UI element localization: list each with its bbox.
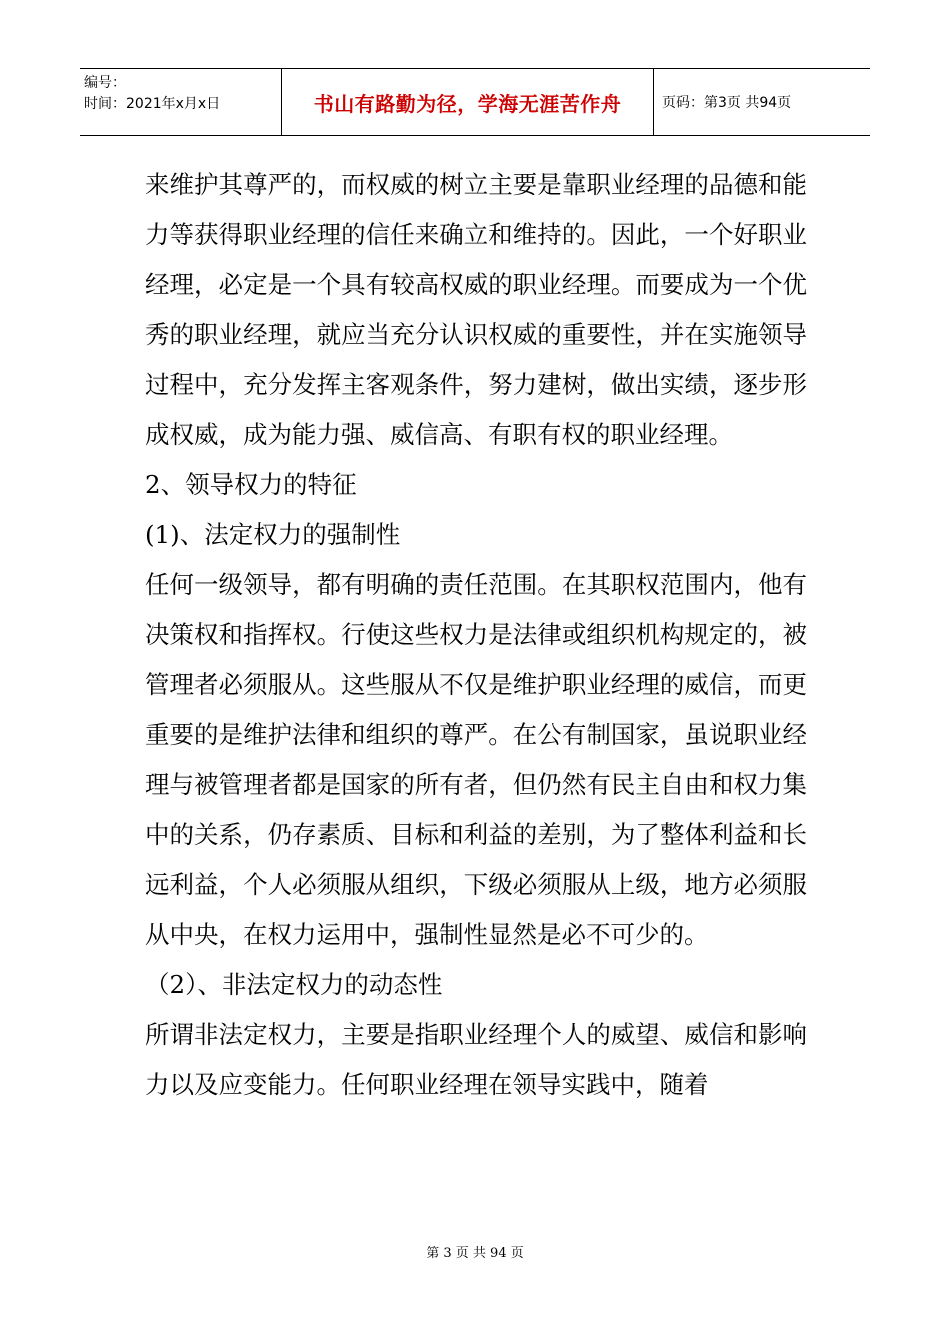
section-heading: 2、领导权力的特征	[145, 470, 357, 499]
subsection-heading: (1)、法定权力的强制性	[145, 520, 401, 549]
document-time-label: 时间：2021年x月x日	[84, 96, 221, 112]
header-motto: 书山有路勤为径，学海无涯苦作舟	[282, 69, 654, 135]
paragraph-nonlegal-power: 所谓非法定权力，主要是指职业经理个人的威望、威信和影响力以及应变能力。任何职业经理在领导实践中，随着	[145, 1020, 807, 1099]
subsection-heading: （2）、非法定权力的动态性	[145, 970, 443, 999]
document-body	[145, 160, 807, 1110]
header-page-info: 页码：第3页 共94页	[662, 95, 792, 111]
page-footer: 第 3 页 共 94 页	[426, 1246, 524, 1261]
paragraph-authority: 来维护其尊严的，而权威的树立主要是靠职业经理的品德和能力等获得职业经理的信任来确立和维持的。因此，一个好职业经理，必定是一个具有较高权威的职业经理。而要成为一个优秀的职业经理，就应当充分认识权威的重要性，并在实施领导过程中，充分发挥主客观条件，努力建树，做出实绩，逐步形成权威，成为能力强、威信高、有职有权的职业经理。	[145, 170, 807, 449]
page-header	[80, 68, 870, 136]
document-number-label: 编号：	[84, 75, 126, 91]
paragraph-legal-power: 任何一级领导，都有明确的责任范围。在其职权范围内，他有决策权和指挥权。行使这些权力是法律或组织机构规定的，被管理者必须服从。这些服从不仅是维护职业经理的威信，而更重要的是维护法律和组织的尊严。在公有制国家，虽说职业经理与被管理者都是国家的所有者，但仍然有民主自由和权力集中的关系，仍存素质、目标和利益的差别，为了整体利益和长远利益，个人必须服从组织，下级必须服从上级，地方必须服从中央，在权力运用中，强制性显然是必不可少的。	[145, 570, 807, 949]
header-meta-cell	[80, 69, 282, 135]
